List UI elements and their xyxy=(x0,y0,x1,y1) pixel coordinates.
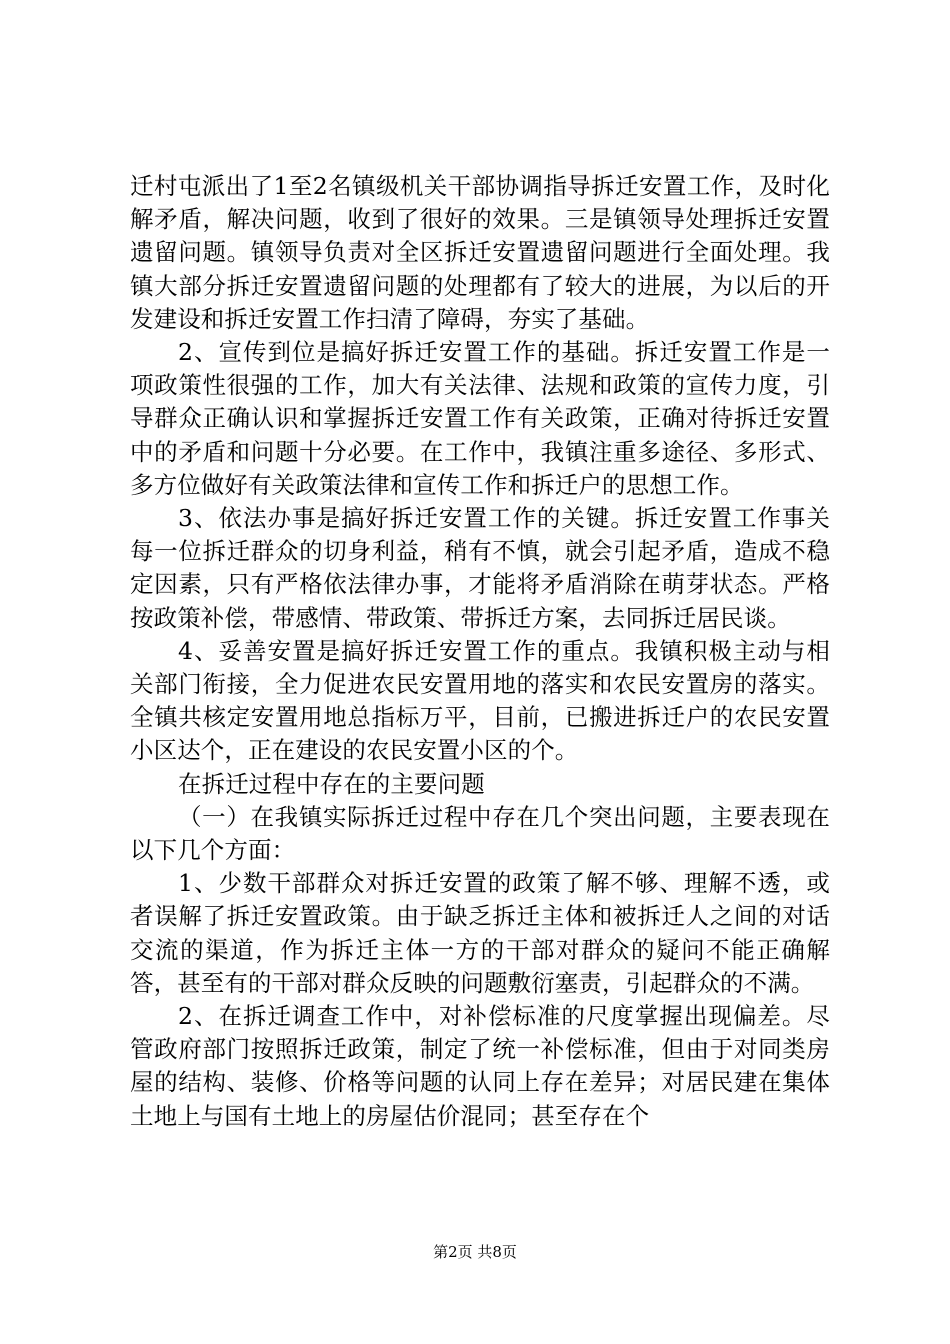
paragraph-resettlement: 4、妥善安置是搞好拆迁安置工作的重点。我镇积极主动与相关部门衔接，全力促进农民安置用地的落实和农民安置房的落实。全镇共核定安置用地总指标万平，目前，已搬进拆迁户的农民安置小区达个，正在建设的农民安置小区的个。 xyxy=(130,636,830,765)
paragraph-problems-intro: （一）在我镇实际拆迁过程中存在几个突出问题，主要表现在以下几个方面： xyxy=(130,802,830,865)
paragraph-continuation: 迁村屯派出了1至2名镇级机关干部协调指导拆迁安置工作，及时化解矛盾，解决问题，收到了很好的效果。三是镇领导处理拆迁安置遗留问题。镇领导负责对全区拆迁安置遗留问题进行全面处理。我镇大部分拆迁安置遗留问题的处理都有了较大的进展，为以后的开发建设和拆迁安置工作扫清了障碍，夯实了基础。 xyxy=(130,172,830,333)
paragraph-lawful-handling: 3、依法办事是搞好拆迁安置工作的关键。拆迁安置工作事关每一位拆迁群众的切身利益，稍有不慎，就会引起矛盾，造成不稳定因素，只有严格依法律办事，才能将矛盾消除在萌芽状态。严格按政策补偿，带感情、带政策、带拆迁方案，去同拆迁居民谈。 xyxy=(130,504,830,632)
paragraph-policy-understanding: 1、少数干部群众对拆迁安置的政策了解不够、理解不透，或者误解了拆迁安置政策。由于缺乏拆迁主体和被拆迁人之间的对话交流的渠道，作为拆迁主体一方的干部对群众的疑问不能正确解答，甚至有的干部对群众反映的问题敷衍塞责，引起群众的不满。 xyxy=(130,869,830,997)
paragraph-publicity: 2、宣传到位是搞好拆迁安置工作的基础。拆迁安置工作是一项政策性很强的工作，加大有关法律、法规和政策的宣传力度，引导群众正确认识和掌握拆迁安置工作有关政策，正确对待拆迁安置中的矛盾和问题十分必要。在工作中，我镇注重多途径、多形式、多方位做好有关政策法律和宣传工作和拆迁户的思想工作。 xyxy=(130,338,830,499)
page-number-footer: 第2页 共8页 xyxy=(433,1243,517,1261)
section-heading-main-problems: 在拆迁过程中存在的主要问题 xyxy=(178,769,485,798)
paragraph-compensation-standard: 2、在拆迁调查工作中，对补偿标准的尺度掌握出现偏差。尽管政府部门按照拆迁政策，制定了统一补偿标准，但由于对同类房屋的结构、装修、价格等问题的认同上存在差异；对居民建在集体土地上与国有土地上的房屋估价混同；甚至存在个 xyxy=(130,1002,830,1130)
document-body xyxy=(130,170,830,1133)
